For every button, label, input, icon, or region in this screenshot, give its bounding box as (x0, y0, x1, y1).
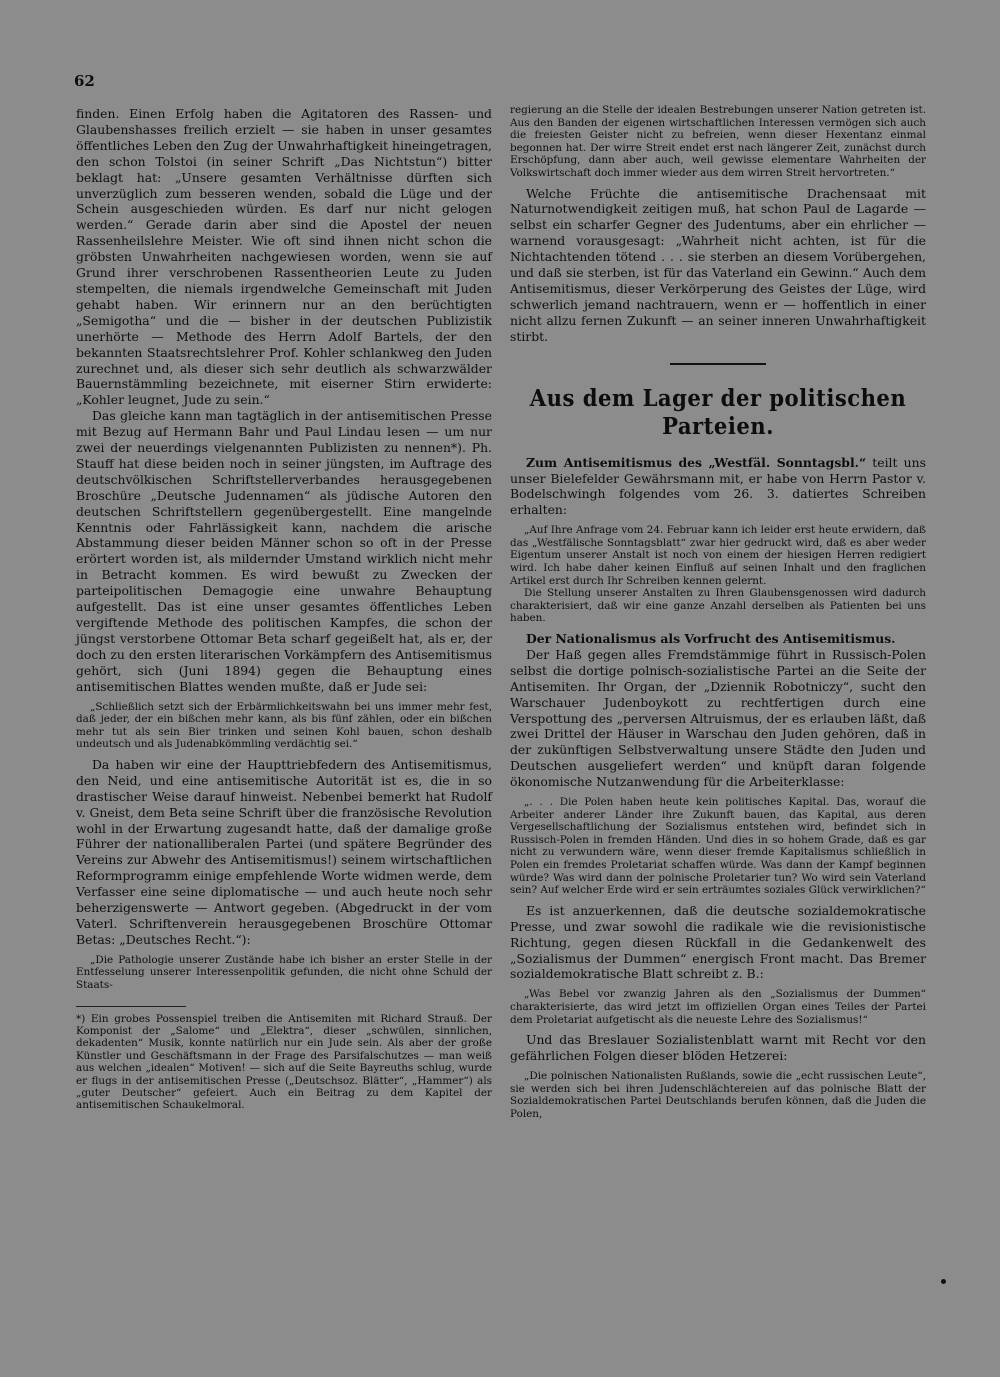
block-quote (76, 701, 492, 751)
footnote-divider (76, 1006, 186, 1007)
quote-text: „Die polnischen Nationalisten Rußlands, sowie die „echt russischen Leute“, sie werden sich bei ihren Judenschlächtereien auf das polnische Blatt der Sozialdemokratischen Partei Deutschlands berufen können, daß die Juden die Polen, (510, 1069, 926, 1120)
paragraph: Welche Früchte die antisemitische Drachensaat mit Naturnotwendigkeit zeitigen muß, hat schon Paul de Lagarde — selbst ein scharfer Gegner des Judentums, aber ein ehrlicher — warnend vorausgesagt: „Wahrheit nicht achten, ist für die Nichtachtenden tötend . . . sie sterben an diesem Vorübergehen, und daß sie sterben, ist für das Vaterland ein Gewinn.“ Auch dem Antisemitismus, dieser Verkörperung des Geistes der Lüge, wird schwerlich jemand nachtrauern, wenn er — hoffentlich in einer nicht allzu fernen Zukunft — an seiner inneren Unwahrhaftigkeit stirbt. (510, 185, 926, 344)
quote-text: „Die Pathologie unserer Zustände habe ich bisher an erster Stelle in der Entfesselung unserer Interessenpolitik gefunden, die nicht ohne Schuld der Staats- (76, 953, 492, 991)
block-quote (76, 954, 492, 992)
quote-text: „Schließlich setzt sich der Erbärmlichkeitswahn bei uns immer mehr fest, daß jeder, der ein bißchen mehr kann, als bis fünf zählen, oder ein bißchen mehr tut als sein Bier trinken und seinen Kohl bauen, schon deshalb undeutsch und als Judenabkömmling verdächtig sei.“ (76, 700, 492, 751)
section-divider (670, 363, 766, 365)
subsection-title: Der Nationalismus als Vorfrucht des Antisemitismus. (526, 631, 896, 646)
paragraph (510, 455, 926, 519)
paragraph: finden. Einen Erfolg haben die Agitatoren des Rassen- und Glaubenshasses freilich erzielt — sie haben in unser gesamtes öffentliches Leben den Zug der Unwahrhaftigkeit hineingetragen, den schon Tolstoi (in seiner Schrift „Das Nichtstun“) bitter beklagt hat: „Unsere gesamten Verhältnisse dürften sich unverzüglich zum besseren wenden, sobald die Lüge und der Schein ausgeschieden würden. Es darf nur nicht gelogen werden.“ Gerade darin aber sind die Apostel der neuen Rassenheilslehre Meister. Wie oft sind ihnen nicht schon die gröbsten Unwahrheiten nachgewiesen worden, wenn sie auf Grund ihrer verschrobenen Rassentheorien Leute zu Juden stempelten, die niemals irgendwelche Gemeinschaft mit Juden gehabt haben. Wir erinnern nur an den berüchtigten „Semigotha“ und die — bisher in der deutschen Publizistik unerhörte — Methode des Herrn Adolf Bartels, der den bekannten Staatsrechtslehrer Prof. Kohler schlankweg den Juden zurechnet und, als dieser sich sehr deutlich als schwarzwälder Bauernstämmling bezeichnete, mit eiserner Stirn erwiderte: „Kohler leugnet, Jude zu sein.“ (76, 106, 492, 408)
margin-dot (941, 1279, 946, 1284)
paragraph: Da haben wir eine der Haupttriebfedern des Antisemitismus, den Neid, und eine antisemitische Autorität ist es, die in so drastischer Weise darauf hinweist. Nebenbei bemerkt hat Rudolf v. Gneist, dem Beta seine Schrift über die französische Revolution wohl in der Erwartung zugesandt hatte, daß der damalige große Führer der nationalliberalen Partei (und spätere Begründer des Vereins zur Abwehr des Antisemitismus!) seinem wirtschaftlichen Reformprogramm einige empfehlende Worte widmen werde, dem Verfasser eine seine diplomatische — und auch heute noch sehr beherzigenswerte — Antwort gegeben. (Abgedruckt in der vom Vaterl. Schriftenverein herausgegebenen Broschüre Ottomar Betas: „Deutsches Recht.“): (76, 756, 492, 947)
paragraph: Das gleiche kann man tagtäglich in der antisemitischen Presse mit Bezug auf Hermann Bahr und Paul Lindau lesen — um nur zwei der neuerdings vielgenannten Publizisten zu nennen*). Ph. Stauff hat diese beiden noch in seiner jüngsten, im Auftrage des deutschvölkischen Schriftstellerverbandes herausgegebenen Broschüre „Deutsche Judennamen“ als jüdische Autoren den deutschen Schriftstellern gegenübergestellt. Eine mangelnde Kenntnis oder Fahrlässigkeit kann, nachdem die arische Abstammung dieser beiden Männer schon so oft in der Presse erörtert worden ist, als mildernder Umstand wirklich nicht mehr in Betracht kommen. Es wird bewußt zu Zwecken der parteipolitischen Demagogie eine unwahre Behauptung aufgestellt. Das ist eine unser gesamtes öffentliches Leben vergiftende Methode des politischen Kampfes, die schon der jüngst verstorbene Ottomar Beta scharf gegeißelt hat, als er, der doch zu den ersten literarischen Vorkämpfern des Antisemitismus gehört, sich (Juni 1894) gegen die Behauptung eines antisemitischen Blattes wenden mußte, daß er Jude sei: (76, 408, 492, 694)
quote-text: „. . . Die Polen haben heute kein politisches Kapital. Das, worauf die Arbeiter anderer Länder ihre Zukunft bauen, das Kapital, aus deren Vergesellschaftlichung der Sozialismus entstehen wird, befindet sich in Russisch-Polen in fremden Händen. Und dies in so hohem Grade, daß es gar nicht zu verwundern wäre, wenn dieser fremde Kapitalismus schließlich in Polen ein fremdes Proletariat schaffen würde. Was dann der Kampf beginnen würde? Was wird dann der polnische Proletarier tun? Wo wird sein Vaterland sein? Auf welcher Erde wird er sein erträumtes soziales Glück verwirklichen?“ (510, 796, 926, 897)
block-quote (510, 1070, 926, 1120)
quote-text: „Auf Ihre Anfrage vom 24. Februar kann ich leider erst heute erwidern, daß das „Westfälische Sonntagsblatt“ zwar hier gedruckt wird, daß es aber weder Eigentum unserer Anstalt ist noch von einem der hiesigen Herren redigiert wird. Ich habe daher keinen Einfluß auf seinen Inhalt und den fraglichen Artikel erst durch Ihr Schreiben kennen gelernt. (510, 524, 926, 587)
subsection-title: Zum Antisemitismus des „Westfäl. Sonntagsbl.“ (526, 454, 867, 470)
page-number: 62 (74, 72, 95, 90)
section-heading: Aus dem Lager der politischen Parteien. (529, 384, 907, 440)
block-quote (510, 796, 926, 897)
block-quote (510, 524, 926, 625)
footnote: *) Ein grobes Possenspiel treiben die Antisemiten mit Richard Strauß. Der Komponist der „Salome“ und „Elektra“, dieser „schwülen, sinnlichen, dekadenten“ Musik, konnte natürlich nur ein Jude sein. Als aber der große Künstler und Geschäftsmann in der Frage des Parsifalschutzes — man weiß aus welchen „idealen“ Motiven! — sich auf die Seite Bayreuths schlug, wurde er flugs in der antisemitischen Presse („Deutschsoz. Blätter“, „Hammer“) als „guter Deutscher“ gefeiert. Auch ein Beitrag zu dem Kapitel der antisemitischen Schaukelmoral. (76, 1012, 492, 1112)
paragraph: Es ist anzuerkennen, daß die deutsche sozialdemokratische Presse, und zwar sowohl die radikale wie die revisionistische Richtung, gegen diesen Rückfall in die Gedankenwelt des „Sozialismus der Dummen“ energisch Front macht. Das Bremer sozialdemokratische Blatt schreibt z. B.: (510, 902, 926, 982)
left-column (76, 106, 492, 1112)
paragraph: Der Haß gegen alles Fremdstämmige führt in Russisch-Polen selbst die dortige polnisch-sozialistische Partei an die Seite der Antisemiten. Ihr Organ, der „Dziennik Robotniczy“, sucht den Warschauer Judenboykott zu rechtfertigen durch eine Verspottung des „perversen Altruismus, der es erlauben läßt, daß zwei Drittel der Häuser in Warschau den Juden gehören, daß in der zukünftigen Selbstverwaltung unsere Städte den Juden und Deutschen ausgeliefert werden“ und knüpft daran folgende ökonomische Nutzanwendung für die Arbeiterklasse: (510, 646, 926, 790)
paragraph: Und das Breslauer Sozialistenblatt warnt mit Recht vor den gefährlichen Folgen dieser blöden Hetzerei: (510, 1032, 926, 1064)
right-column (510, 104, 926, 1126)
block-quote-continued (510, 104, 926, 180)
quote-text: regierung an die Stelle der idealen Bestrebungen unserer Nation getreten ist. Aus den Banden der eigenen wirtschaftlichen Interessen vermögen sich auch die freiesten Geister nicht zu befreien, wenn dieser Hexentanz einmal begonnen hat. Der wirre Streit endet erst nach längerer Zeit, zunächst durch Erschöpfung, dann aber auch, weil gewisse elementare Wahrheiten der Volkswirtschaft doch immer wieder aus dem wirren Streit hervortreten.“ (510, 104, 926, 179)
quote-text: „Was Bebel vor zwanzig Jahren als den „Sozialismus der Dummen“ charakterisierte, das wird jetzt im offiziellen Organ eines Teiles der Partei dem Proletariat aufgetischt als die neueste Lehre des Sozialismus!“ (510, 988, 926, 1026)
quote-text: Die Stellung unserer Anstalten zu Ihren Glaubensgenossen wird dadurch charakterisiert, daß wir eine ganze Anzahl derselben als Patienten bei uns haben. (510, 587, 926, 625)
block-quote (510, 988, 926, 1026)
subsection-text: teilt uns unser Bielefelder Gewährsmann mit, er habe von Herrn Pastor v. Bodelschwingh folgendes vom 26. 3. datiertes Schreiben erhalten: (510, 454, 926, 518)
